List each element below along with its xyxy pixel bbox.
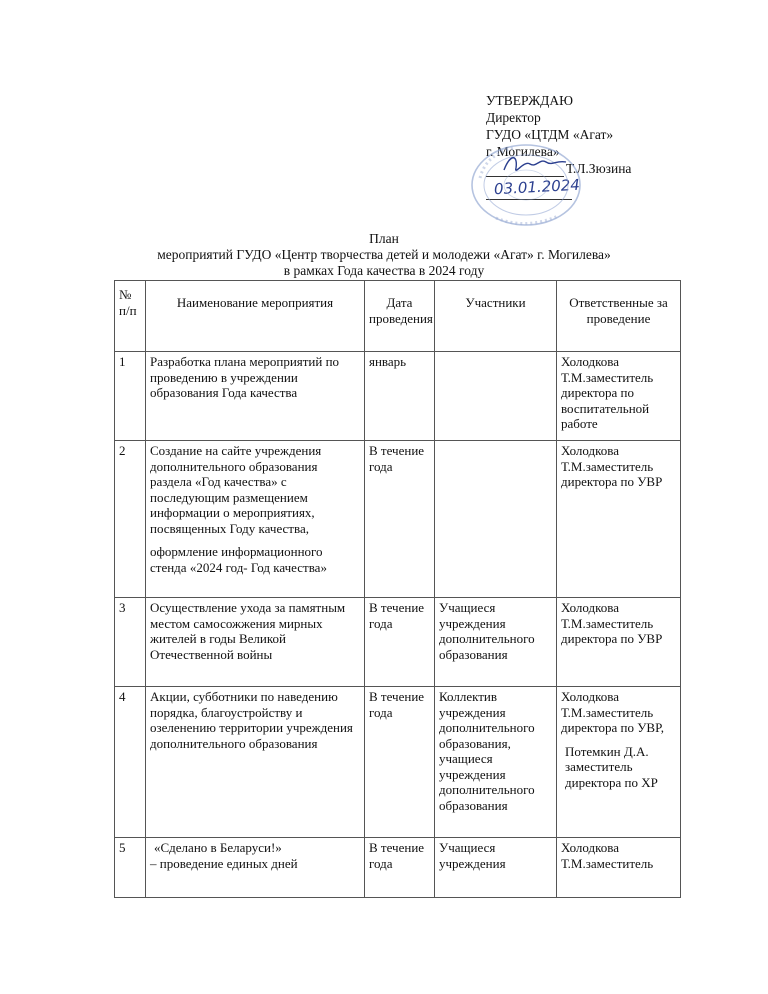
row-responsible-text: Холодкова Т.М.заместитель директора по УВР, [561, 689, 664, 735]
row-name-text: «Сделано в Беларуси!» [154, 840, 282, 855]
row-name-extra: – проведение единых дней [150, 855, 298, 871]
plan-title-line-3: в рамках Года качества в 2024 году [283, 263, 485, 278]
approval-heading: УТВЕРЖДАЮ [486, 93, 574, 108]
row-responsible: Холодкова Т.М.заместитель [557, 838, 681, 898]
header-num: № п/п [115, 281, 146, 352]
row-responsible: Холодкова Т.М.заместитель директора по воспитательной работе [557, 352, 681, 441]
row-name-text: Осуществление ухода за памятным местом самосожжения мирных жителей в годы Великой Отечественной войны [150, 600, 346, 662]
table-row [115, 352, 681, 441]
plan-title-line-1: План [369, 231, 399, 246]
row-participants: Учащиеся учреждения дополнительного образования [435, 598, 557, 687]
row-name [146, 598, 365, 687]
row-num: 4 [115, 687, 146, 838]
row-participants [435, 441, 557, 598]
table-row [115, 838, 681, 898]
row-num: 3 [115, 598, 146, 687]
row-responsible-extra: Потемкин Д.А. заместитель директора по ХР [565, 743, 658, 790]
row-date: В течение года [365, 838, 435, 898]
row-date: В течение года [365, 441, 435, 598]
plan-title [0, 231, 768, 279]
row-name-text: Разработка плана мероприятий по проведению в учреждении образования Года качества [150, 354, 340, 400]
events-table [114, 280, 681, 898]
row-participants [435, 352, 557, 441]
handwritten-date: 03.01.2024 [493, 175, 581, 199]
row-name-extra: оформление информационного стенда «2024 год- Год качества» [150, 544, 327, 575]
table-row [115, 598, 681, 687]
row-name [146, 352, 365, 441]
row-name [146, 441, 365, 598]
row-num: 2 [115, 441, 146, 598]
row-name-text: Акции, субботники по наведению порядка, благоустройству и озеленению территории учреждения дополнительного образования [150, 689, 353, 751]
row-responsible [557, 687, 681, 838]
header-responsible: Ответственные за проведение [557, 281, 681, 352]
row-name-text: Создание на сайте учреждения дополнительного образования раздела «Год качества» с последующим размещением информации о мероприятиях, посвященных Году качества, [150, 443, 322, 536]
row-participants: Учащиеся учреждения [435, 838, 557, 898]
row-responsible: Холодкова Т.М.заместитель директора по УВР [557, 598, 681, 687]
header-date: Дата проведения [365, 281, 435, 352]
table-row [115, 441, 681, 598]
row-name [146, 838, 365, 898]
row-responsible: Холодкова Т.М.заместитель директора по УВР [557, 441, 681, 598]
row-date: В течение года [365, 598, 435, 687]
row-num: 1 [115, 352, 146, 441]
approval-city: г. Могилева» [486, 144, 560, 159]
plan-title-line-2: мероприятий ГУДО «Центр творчества детей и молодежи «Агат» г. Могилева» [157, 247, 611, 262]
table-header-row [115, 281, 681, 352]
row-participants: Коллектив учреждения дополнительного образования, учащиеся учреждения дополнительного образования [435, 687, 557, 838]
row-date: январь [365, 352, 435, 441]
approval-position: Директор [486, 110, 541, 125]
row-name [146, 687, 365, 838]
row-date: В течение года [365, 687, 435, 838]
header-participants: Участники [435, 281, 557, 352]
header-name: Наименование мероприятия [146, 281, 365, 352]
table-row [115, 687, 681, 838]
signatory-name: Т.Л.Зюзина [566, 161, 632, 176]
signature-icon [500, 150, 570, 180]
approval-organization: ГУДО «ЦТДМ «Агат» [486, 127, 614, 142]
row-num: 5 [115, 838, 146, 898]
